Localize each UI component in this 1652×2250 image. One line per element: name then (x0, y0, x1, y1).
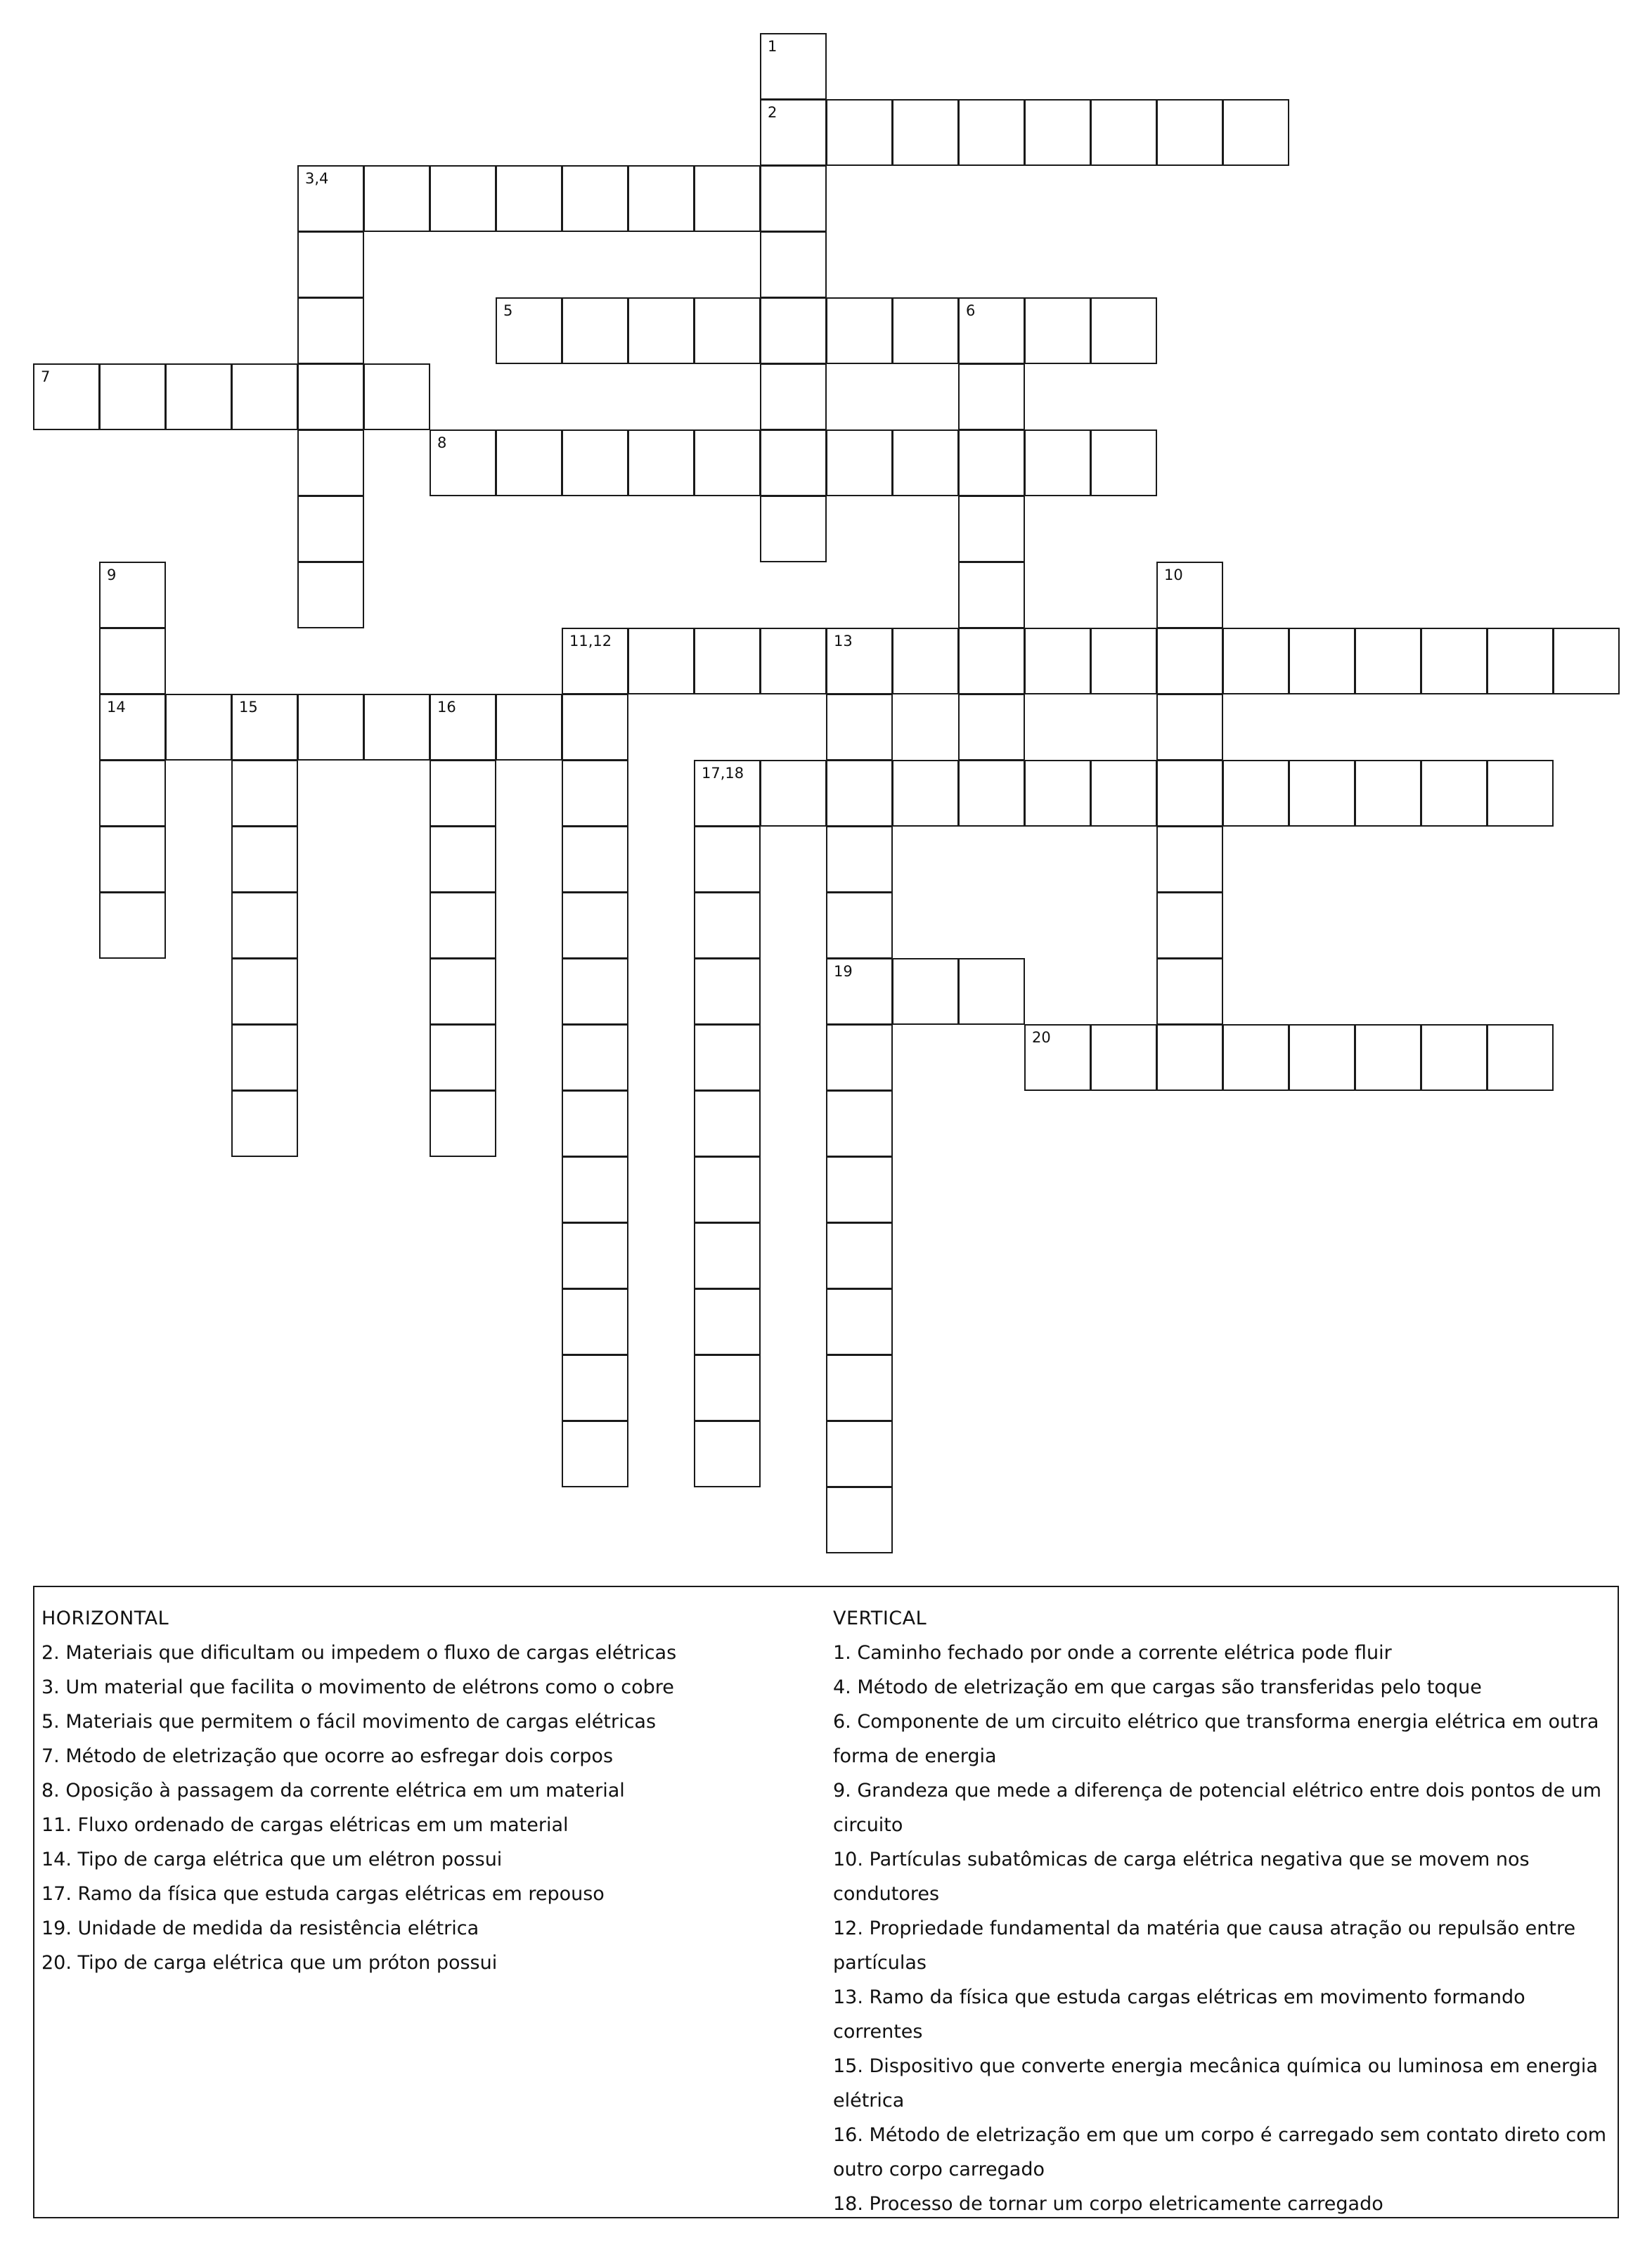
grid-cell[interactable] (1090, 1024, 1157, 1091)
grid-cell[interactable] (99, 694, 166, 761)
grid-cell[interactable] (231, 363, 298, 430)
clue-number: 10 (1164, 567, 1183, 583)
clue-item: 9. Grandeza que mede a diferença de potencial elétrico entre dois pontos de um circuito (833, 1780, 1602, 1836)
clue-item: 19. Unidade de medida da resistência elétrica (41, 1918, 479, 1939)
grid-cell[interactable] (430, 165, 496, 232)
grid-cell[interactable] (826, 1222, 893, 1289)
grid-cell[interactable] (1156, 628, 1223, 694)
grid-cell[interactable] (562, 826, 628, 893)
grid-cell[interactable] (958, 562, 1025, 628)
grid-cell[interactable] (1090, 429, 1157, 496)
grid-cell[interactable] (562, 1024, 628, 1091)
grid-cell[interactable] (1156, 694, 1223, 761)
grid-cell[interactable] (760, 297, 827, 364)
clue-number: 15 (239, 699, 258, 716)
grid-cell[interactable] (694, 1222, 761, 1289)
grid-cell[interactable] (826, 826, 893, 893)
grid-cell[interactable] (297, 363, 364, 430)
grid-cell[interactable] (760, 99, 827, 166)
grid-cell[interactable] (1156, 826, 1223, 893)
grid-cell[interactable] (1421, 628, 1488, 694)
clue-number: 16 (437, 699, 456, 716)
grid-cell[interactable] (1156, 892, 1223, 959)
grid-cell[interactable] (826, 1090, 893, 1157)
grid-cell[interactable] (562, 760, 628, 827)
clue-number: 20 (1032, 1029, 1051, 1046)
grid-cell[interactable] (1156, 99, 1223, 166)
grid-cell[interactable] (826, 694, 893, 761)
grid-cell[interactable] (1289, 760, 1355, 827)
grid-cell[interactable] (1487, 760, 1554, 827)
grid-cell[interactable] (99, 892, 166, 959)
grid-cell[interactable] (1090, 99, 1157, 166)
clue-number: 1 (768, 38, 777, 55)
grid-cell[interactable] (892, 628, 959, 694)
grid-cell[interactable] (958, 429, 1025, 496)
grid-cell[interactable] (1156, 958, 1223, 1025)
grid-cell[interactable] (694, 1090, 761, 1157)
grid-cell[interactable] (826, 297, 893, 364)
grid-cell[interactable] (1156, 562, 1223, 628)
grid-cell[interactable] (297, 429, 364, 496)
grid-cell[interactable] (231, 760, 298, 827)
grid-cell[interactable] (1090, 297, 1157, 364)
clue-number: 19 (834, 963, 853, 980)
grid-cell[interactable] (99, 760, 166, 827)
clue-item: 13. Ramo da física que estuda cargas elétricas em movimento formando correntes (833, 1986, 1525, 2043)
grid-cell[interactable] (760, 496, 827, 562)
grid-cell[interactable] (562, 1156, 628, 1223)
grid-cell[interactable] (496, 694, 562, 761)
grid-cell[interactable] (694, 760, 761, 827)
grid-cell[interactable] (826, 1421, 893, 1487)
grid-cell[interactable] (562, 1354, 628, 1421)
grid-cell[interactable] (826, 958, 893, 1025)
grid-cell[interactable] (1289, 1024, 1355, 1091)
grid-cell[interactable] (562, 297, 628, 364)
grid-cell[interactable] (1024, 628, 1091, 694)
grid-cell[interactable] (628, 429, 695, 496)
horizontal-clues (41, 1601, 815, 1980)
grid-cell[interactable] (297, 297, 364, 364)
grid-cell[interactable] (562, 165, 628, 232)
clue-item: 11. Fluxo ordenado de cargas elétricas em um material (41, 1814, 569, 1836)
clue-item: 3. Um material que facilita o movimento de elétrons como o cobre (41, 1676, 674, 1698)
grid-cell[interactable] (826, 1024, 893, 1091)
clue-number: 13 (834, 633, 853, 649)
grid-cell[interactable] (826, 1156, 893, 1223)
grid-cell[interactable] (1487, 1024, 1554, 1091)
grid-cell[interactable] (1222, 99, 1289, 166)
clue-number: 17,18 (702, 765, 744, 782)
grid-cell[interactable] (760, 231, 827, 298)
grid-cell[interactable] (826, 1487, 893, 1553)
grid-cell[interactable] (33, 363, 100, 430)
grid-cell[interactable] (297, 496, 364, 562)
grid-cell[interactable] (826, 1288, 893, 1355)
clue-item: 5. Materiais que permitem o fácil movimento de cargas elétricas (41, 1711, 657, 1733)
grid-cell[interactable] (165, 363, 232, 430)
grid-cell[interactable] (430, 958, 496, 1025)
grid-cell[interactable] (694, 1156, 761, 1223)
grid-cell[interactable] (1024, 1024, 1091, 1091)
grid-cell[interactable] (694, 628, 761, 694)
grid-cell[interactable] (892, 760, 959, 827)
grid-cell[interactable] (430, 892, 496, 959)
grid-cell[interactable] (363, 165, 430, 232)
grid-cell[interactable] (363, 363, 430, 430)
grid-cell[interactable] (430, 429, 496, 496)
grid-cell[interactable] (694, 429, 761, 496)
grid-cell[interactable] (1024, 99, 1091, 166)
grid-cell[interactable] (694, 826, 761, 893)
grid-cell[interactable] (826, 99, 893, 166)
grid-cell[interactable] (892, 297, 959, 364)
grid-cell[interactable] (826, 1354, 893, 1421)
clue-item: 7. Método de eletrização que ocorre ao esfregar dois corpos (41, 1745, 614, 1767)
grid-cell[interactable] (1222, 628, 1289, 694)
grid-cell[interactable] (694, 1354, 761, 1421)
vertical-clues (833, 1601, 1610, 2221)
grid-cell[interactable] (958, 99, 1025, 166)
grid-cell[interactable] (562, 1421, 628, 1487)
horizontal-heading: HORIZONTAL (41, 1608, 169, 1629)
grid-cell[interactable] (430, 1090, 496, 1157)
grid-cell[interactable] (958, 958, 1025, 1025)
grid-cell[interactable] (958, 760, 1025, 827)
grid-cell[interactable] (297, 562, 364, 628)
grid-cell[interactable] (231, 1090, 298, 1157)
clue-number: 8 (437, 434, 447, 451)
grid-cell[interactable] (430, 1024, 496, 1091)
clue-item: 15. Dispositivo que converte energia mecânica química ou luminosa em energia elétrica (833, 2055, 1598, 2112)
grid-cell[interactable] (430, 760, 496, 827)
grid-cell[interactable] (1487, 628, 1554, 694)
grid-cell[interactable] (694, 1288, 761, 1355)
grid-cell[interactable] (562, 694, 628, 761)
grid-cell[interactable] (1222, 760, 1289, 827)
grid-cell[interactable] (231, 958, 298, 1025)
grid-cell[interactable] (496, 429, 562, 496)
clue-item: 16. Método de eletrização em que um corpo é carregado sem contato direto com outro corpo carregado (833, 2124, 1607, 2180)
grid-cell[interactable] (99, 363, 166, 430)
grid-cell[interactable] (297, 694, 364, 761)
grid-cell[interactable] (562, 1222, 628, 1289)
clue-item: 1. Caminho fechado por onde a corrente elétrica pode fluir (833, 1642, 1392, 1664)
grid-cell[interactable] (165, 694, 232, 761)
grid-cell[interactable] (1289, 628, 1355, 694)
grid-cell[interactable] (1355, 628, 1421, 694)
grid-cell[interactable] (958, 363, 1025, 430)
clue-number: 3,4 (305, 170, 329, 187)
grid-cell[interactable] (562, 958, 628, 1025)
grid-cell[interactable] (628, 297, 695, 364)
clue-item: 14. Tipo de carga elétrica que um elétron possui (41, 1849, 503, 1870)
grid-cell[interactable] (826, 760, 893, 827)
grid-cell[interactable] (99, 628, 166, 694)
grid-cell[interactable] (892, 958, 959, 1025)
grid-cell[interactable] (760, 33, 827, 100)
grid-cell[interactable] (562, 1288, 628, 1355)
grid-cell[interactable] (231, 892, 298, 959)
grid-cell[interactable] (694, 297, 761, 364)
clue-item: 2. Materiais que dificultam ou impedem o fluxo de cargas elétricas (41, 1642, 677, 1664)
grid-cell[interactable] (760, 165, 827, 232)
grid-cell[interactable] (1156, 760, 1223, 827)
grid-cell[interactable] (958, 496, 1025, 562)
grid-cell[interactable] (826, 892, 893, 959)
grid-cell[interactable] (760, 429, 827, 496)
grid-cell[interactable] (297, 231, 364, 298)
grid-cell[interactable] (1222, 1024, 1289, 1091)
grid-cell[interactable] (760, 363, 827, 430)
grid-cell[interactable] (628, 628, 695, 694)
grid-cell[interactable] (363, 694, 430, 761)
grid-cell[interactable] (628, 165, 695, 232)
grid-cell[interactable] (1421, 1024, 1488, 1091)
grid-cell[interactable] (496, 297, 562, 364)
clue-number: 11,12 (569, 633, 612, 649)
clue-number: 6 (966, 302, 976, 319)
clue-item: 4. Método de eletrização em que cargas são transferidas pelo toque (833, 1676, 1482, 1698)
grid-cell[interactable] (958, 694, 1025, 761)
grid-cell[interactable] (958, 297, 1025, 364)
grid-cell[interactable] (496, 165, 562, 232)
clue-number: 9 (107, 567, 117, 583)
grid-cell[interactable] (1024, 429, 1091, 496)
clue-item: 12. Propriedade fundamental da matéria que causa atração ou repulsão entre partículas (833, 1918, 1576, 1974)
grid-cell[interactable] (1156, 1024, 1223, 1091)
grid-cell[interactable] (1024, 297, 1091, 364)
grid-cell[interactable] (1090, 628, 1157, 694)
grid-cell[interactable] (430, 826, 496, 893)
grid-cell[interactable] (694, 892, 761, 959)
grid-cell[interactable] (430, 694, 496, 761)
grid-cell[interactable] (694, 958, 761, 1025)
clue-item: 6. Componente de um circuito elétrico que transforma energia elétrica em outra forma de energia (833, 1711, 1599, 1767)
clue-item: 20. Tipo de carga elétrica que um próton possui (41, 1952, 498, 1974)
grid-cell[interactable] (231, 1024, 298, 1091)
grid-cell[interactable] (1355, 760, 1421, 827)
grid-cell[interactable] (231, 826, 298, 893)
grid-cell[interactable] (1355, 1024, 1421, 1091)
grid-cell[interactable] (562, 1090, 628, 1157)
clue-number: 2 (768, 104, 777, 121)
clues-box (33, 1586, 1619, 2218)
clue-item: 17. Ramo da física que estuda cargas elétricas em repouso (41, 1883, 605, 1905)
grid-cell[interactable] (694, 165, 761, 232)
grid-cell[interactable] (562, 628, 628, 694)
clue-item: 18. Processo de tornar um corpo eletricamente carregado (833, 2193, 1383, 2215)
grid-cell[interactable] (297, 165, 364, 232)
grid-cell[interactable] (826, 628, 893, 694)
vertical-heading: VERTICAL (833, 1608, 927, 1629)
clue-item: 8. Oposição à passagem da corrente elétrica em um material (41, 1780, 625, 1802)
grid-cell[interactable] (760, 628, 827, 694)
grid-cell[interactable] (694, 1024, 761, 1091)
grid-cell[interactable] (1553, 628, 1620, 694)
clue-number: 14 (107, 699, 126, 716)
grid-cell[interactable] (892, 99, 959, 166)
grid-cell[interactable] (562, 892, 628, 959)
grid-cell[interactable] (99, 826, 166, 893)
clue-number: 7 (41, 368, 51, 385)
grid-cell[interactable] (1024, 760, 1091, 827)
grid-cell[interactable] (1090, 760, 1157, 827)
grid-cell[interactable] (231, 694, 298, 761)
grid-cell[interactable] (760, 760, 827, 827)
grid-cell[interactable] (99, 562, 166, 628)
clue-item: 10. Partículas subatômicas de carga elétrica negativa que se movem nos condutores (833, 1849, 1530, 1905)
grid-cell[interactable] (694, 1421, 761, 1487)
grid-cell[interactable] (826, 429, 893, 496)
grid-cell[interactable] (562, 429, 628, 496)
grid-cell[interactable] (958, 628, 1025, 694)
grid-cell[interactable] (892, 429, 959, 496)
clue-number: 5 (503, 302, 513, 319)
grid-cell[interactable] (1421, 760, 1488, 827)
